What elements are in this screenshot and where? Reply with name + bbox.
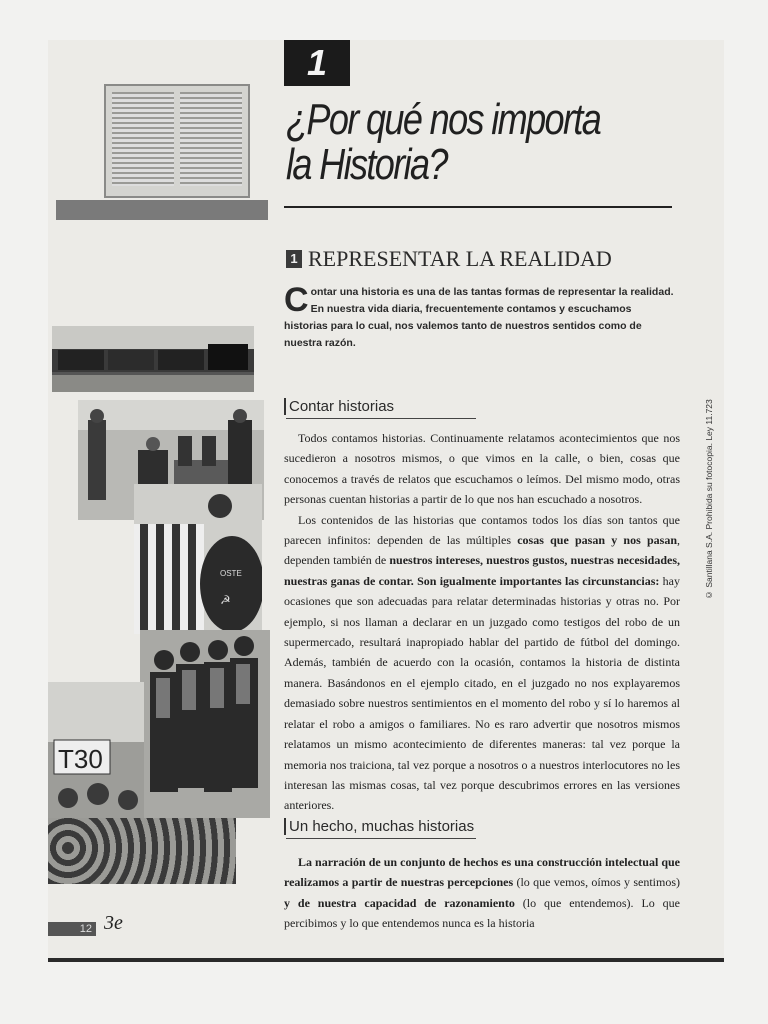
paragraph xyxy=(284,852,680,934)
intro-dropcap: C xyxy=(284,281,309,319)
subsection-body-hecho xyxy=(284,852,680,934)
text-run: hay ocasiones que son adecuadas para relatar determinadas historias y otras no. Por ejemplo, si nos llaman a declarar en un juzgado como testigos del robo de un supermercado, resultará inapropiado hablar del partido de fútbol del domingo. Además, también de acuerdo con la ocasión, contamos la historia de distinta manera. Basándonos en el ejemplo citado, en el juzgado no nos explayaremos demasiado sobre nuestros sentimientos en el momento del robo y sí lo haremos al relatar el robo a amigos o familiares. No es raro advertir que nosotros mismos relatamos un mismo acontecimiento de diferentes maneras: tal vez porque la memoria nos traiciona, tal vez porque a nosotros o a nuestros interlocutores no les interesan las mismas cosas, tal vez porque descubrimos errores en las versiones anteriores. xyxy=(284,573,680,813)
flag-caricature-photo xyxy=(134,484,262,634)
svg-text:☭: ☭ xyxy=(220,593,231,607)
paragraph: Todos contamos historias. Continuamente relatamos acontecimientos que nos sucedieron a nosotros mismos, o que vimos en la calle, o bien, cosas que conocemos a través de relatos que escuchamos o leímos. Del mismo modo, otras personas cuentan historias a partir de lo que nos han escuchado a nosotros. xyxy=(284,431,680,507)
subsection-body-contar xyxy=(284,428,680,816)
band-photo xyxy=(140,630,270,818)
section-heading xyxy=(286,246,706,272)
bold-text: y de nuestra capacidad de razonamiento xyxy=(284,895,515,910)
svg-text:OSTE: OSTE xyxy=(220,569,242,578)
paragraph xyxy=(284,510,680,816)
bold-text: La narración de un conjunto de hechos es una construcción intelectual que realizamos a partir de nuestras percepciones xyxy=(284,855,680,890)
chapter-title-line2: la Historia? xyxy=(286,139,447,189)
intro-text: ontar una historia es una de las tantas formas de representar la realidad. En nuestra vida diaria, frecuentemente contamos y escuchamos historias para lo cual, nos valemos tanto de nuestros sentidos como de nuestra razón. xyxy=(284,286,674,349)
chapter-title-line1: ¿Por qué nos importa xyxy=(286,95,601,144)
section-intro xyxy=(284,281,678,352)
copyright-notice: © Santillana S.A. Prohibida su fotocopia. Ley 11.723 xyxy=(704,399,714,600)
section-title: REPRESENTAR LA REALIDAD xyxy=(308,246,612,271)
protest-photo xyxy=(48,682,144,822)
handwritten-note: 3e xyxy=(104,912,123,934)
svg-text:T30: T30 xyxy=(58,744,103,774)
crowd-photo xyxy=(48,818,236,884)
subsection-heading-hecho: Un hecho, muchas historias xyxy=(284,818,489,835)
subsection-heading-contar: Contar historias xyxy=(284,398,489,415)
open-book-image xyxy=(104,84,250,198)
title-rule xyxy=(284,206,672,208)
section-number: 1 xyxy=(286,250,302,268)
text-run: (lo que entendemos). Lo que percibimos y lo que entendemos nunca es la historia xyxy=(284,895,681,931)
page-number: 12 xyxy=(48,922,96,936)
train-photo xyxy=(52,326,254,392)
bottom-rule xyxy=(48,958,724,962)
text-run: (lo que vemos, oímos y sentimos) xyxy=(513,875,680,890)
text-run: Los contenidos de las historias que contamos todos los días son tantos que parecen infinitos: dependen de las múltiples xyxy=(284,512,680,548)
text-run: , dependen también de xyxy=(284,533,681,568)
chapter-number: 1 xyxy=(284,40,350,86)
chapter-title xyxy=(286,95,630,189)
bold-text: nuestros intereses, nuestros gustos, nuestras necesidades, nuestras ganas de contar. Son igualmente importantes las circunstancias: xyxy=(284,553,680,588)
bold-text: cosas que pasan y nos pasan xyxy=(517,533,678,548)
decorative-bar xyxy=(56,200,268,220)
